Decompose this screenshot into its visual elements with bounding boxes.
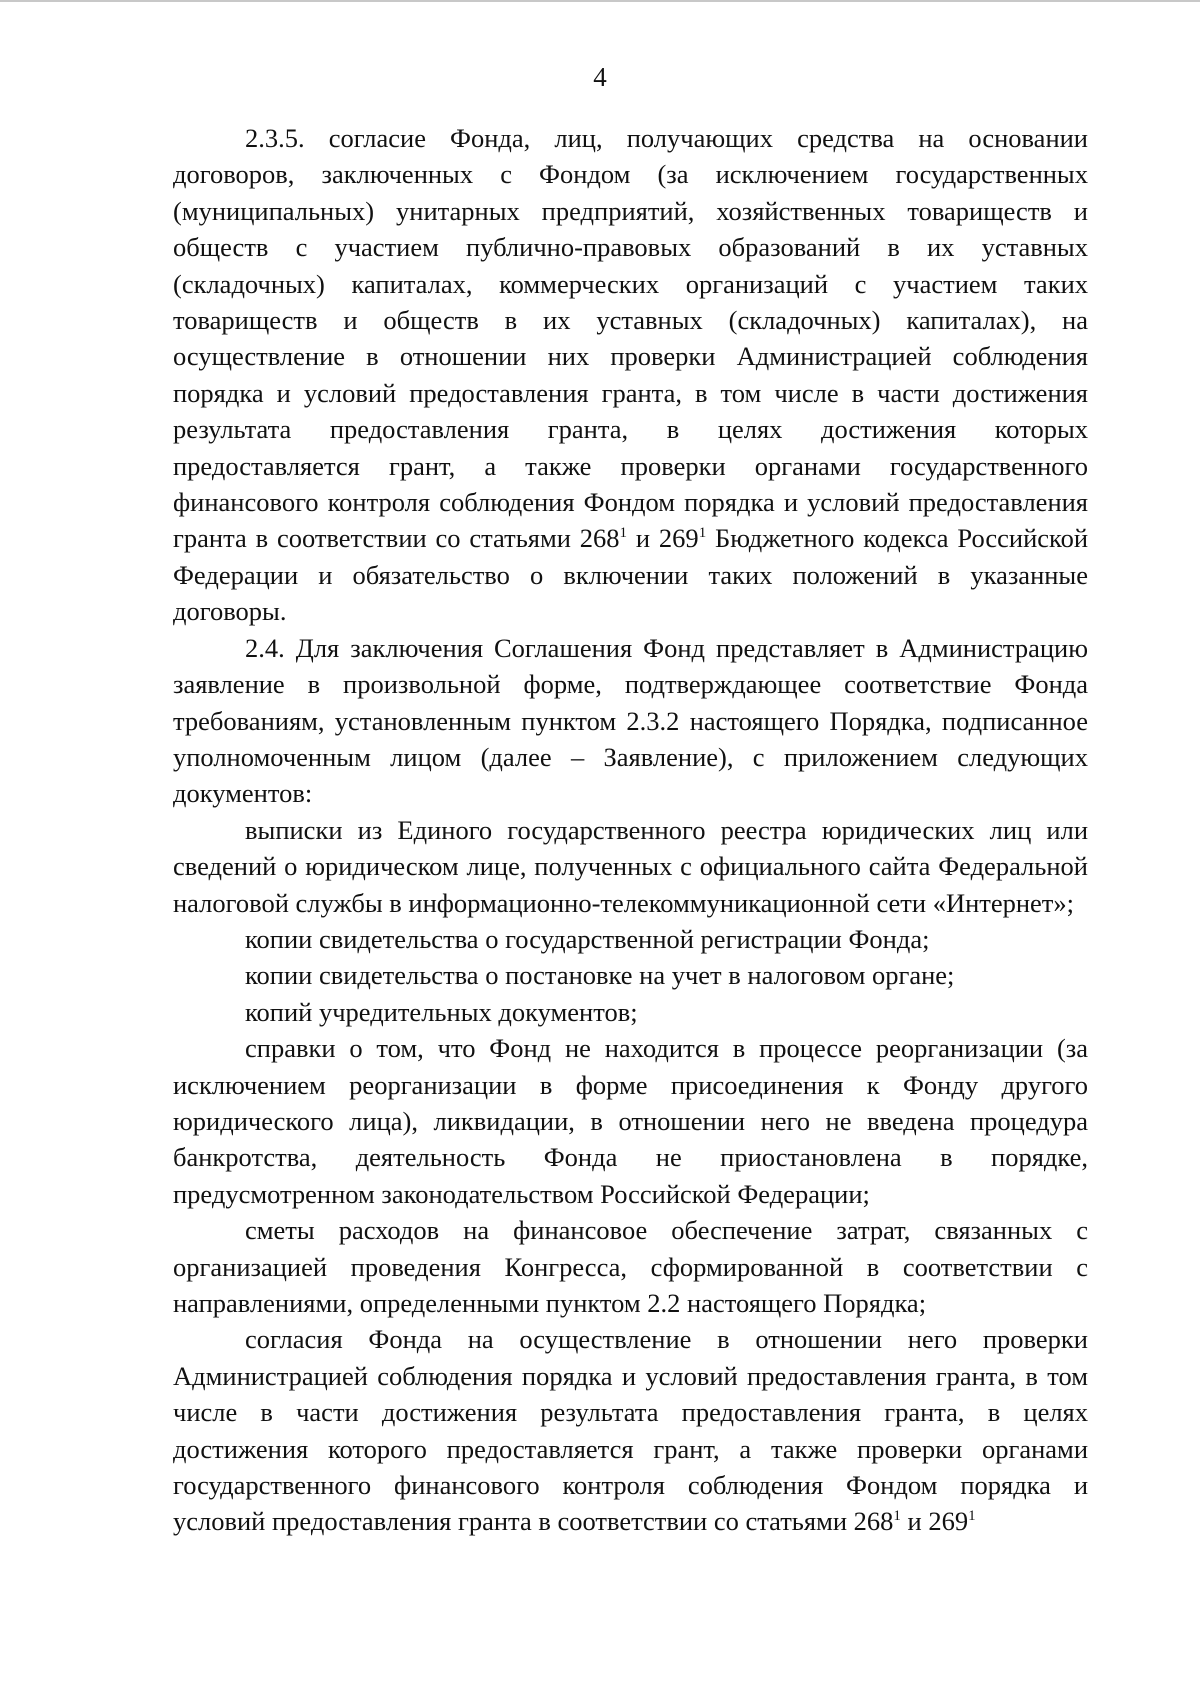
list-item-reorganization-statement: справки о том, что Фонд не находится в процессе реорганизации (за исключением реорганизации в форме присоединения к Фонду другого юридического лица), ликвидации, в отношении него не введена процедура банкротства, деятельность Фонда не приостановлена в порядке, предусмотренном законодательством Российской Федерации; <box>173 1033 1088 1209</box>
list-item-egrul-extract: выписки из Единого государственного реестра юридических лиц или сведений о юридическом лице, полученных с официального сайта Федеральной налоговой службы в информационно-телекоммуникационной сети «Интернет»; <box>173 814 1088 918</box>
paragraph-text: и 269 <box>900 1506 969 1537</box>
paragraph-text: Бюджетного кодекса Российской Федерации и обязательство о включении таких положений в указанные договоры. <box>173 523 1089 627</box>
superscript: 1 <box>893 1508 901 1525</box>
paragraph-text: и 269 <box>627 523 699 554</box>
paragraph-2-4: 2.4. Для заключения Соглашения Фонд представляет в Администрацию заявление в произвольной форме, подтверждающее соответствие Фонда требованиям, установленным пунктом 2.3.2 настоящего Порядка, подписанное уполномоченным лицом (далее – Заявление), с приложением следующих документов: <box>173 632 1088 809</box>
paragraph-2-3-5 <box>173 120 1088 630</box>
page-top-edge <box>0 0 1200 2</box>
list-item-tax-certificate: копии свидетельства о постановке на учет в налоговом органе; <box>245 960 955 991</box>
superscript: 1 <box>619 525 628 542</box>
superscript: 1 <box>698 525 707 542</box>
paragraph-text: 2.3.5. согласие Фонда, лиц, получающих средства на основании договоров, заключенных с Фондом (за исключением государственных (муниципальных) унитарных предприятий, хозяйственных товариществ и обществ с участием публично-правовых образований в их уставных (складочных) капиталах, коммерческих организаций с участием таких товариществ и обществ в их уставных (складочных) капиталах), на осуществление в отношении них проверки Администрацией соблюдения порядка и условий предоставления гранта, в том числе в части достижения результата предоставления гранта, в целях достижения которых предоставляется грант, а также проверки органами государственного финансового контроля соблюдения Фондом порядка и условий предоставления гранта в соответствии со статьями 268 <box>173 123 1088 554</box>
superscript: 1 <box>968 1508 976 1525</box>
document-body <box>173 120 1088 1540</box>
list-item-expense-estimate: сметы расходов на финансовое обеспечение затрат, связанных с организацией проведения Конгресса, сформированной в соответствии с направлениями, определенными пунктом 2.2 настоящего Порядка; <box>173 1215 1088 1318</box>
list-item-registration-certificate: копии свидетельства о государственной регистрации Фонда; <box>245 923 930 954</box>
page-number: 4 <box>593 62 607 92</box>
paragraph-text: согласия Фонда на осуществление в отношении него проверки Администрацией соблюдения порядка и условий предоставления гранта, в том числе в части достижения результата предоставления гранта, в целях достижения которого предоставляется грант, а также проверки органами государственного финансового контроля соблюдения Фондом порядка и условий предоставления гранта в соответствии со статьями 268 <box>173 1324 1088 1537</box>
list-item-founding-documents: копий учредительных документов; <box>245 996 638 1027</box>
list-item-inspection-consent <box>173 1321 1088 1539</box>
